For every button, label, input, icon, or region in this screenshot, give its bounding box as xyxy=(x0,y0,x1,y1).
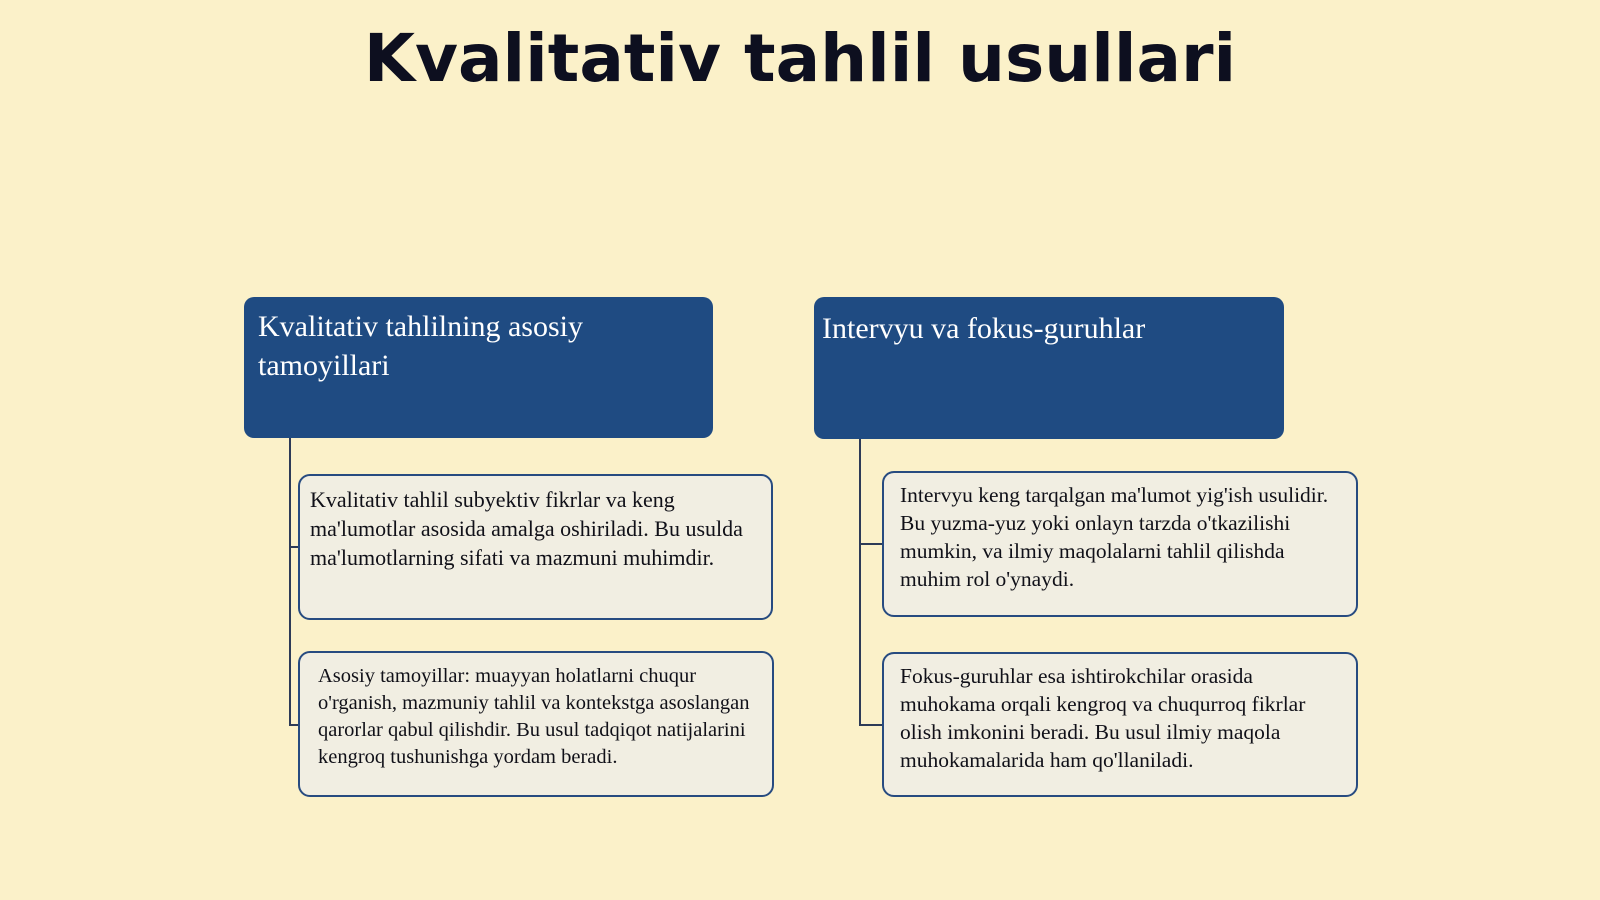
connector-line xyxy=(859,439,861,726)
connector-line xyxy=(289,438,291,726)
connector-line xyxy=(289,546,298,548)
child-box-interviews: Intervyu keng tarqalgan ma'lumot yig'ish usulidir. Bu yuzma-yuz yoki onlayn tarzda o'tkazilishi mumkin, va ilmiy maqolalarni tahlil qilishda muhim rol o'ynaydi. xyxy=(882,471,1358,617)
connector-line xyxy=(859,543,882,545)
connector-line xyxy=(289,724,298,726)
column-heading-principles: Kvalitativ tahlilning asosiy tamoyillari xyxy=(244,297,713,438)
child-box-principles-definition: Kvalitativ tahlil subyektiv fikrlar va keng ma'lumotlar asosida amalga oshiriladi. Bu usulda ma'lumotlarning sifati va mazmuni muhimdir. xyxy=(298,474,773,620)
child-box-principles-main: Asosiy tamoyillar: muayyan holatlarni chuqur o'rganish, mazmuniy tahlil va kontekstga asoslangan qarorlar qabul qilishdir. Bu usul tadqiqot natijalarini kengroq tushunishga yordam beradi. xyxy=(298,651,774,797)
connector-line xyxy=(859,724,882,726)
column-heading-interviews: Intervyu va fokus-guruhlar xyxy=(814,297,1284,439)
page-title: Kvalitativ tahlil usullari xyxy=(363,20,1237,97)
child-box-focus-groups: Fokus-guruhlar esa ishtirokchilar orasida muhokama orqali kengroq va chuqurroq fikrlar olish imkonini beradi. Bu usul ilmiy maqola muhokamalarida ham qo'llaniladi. xyxy=(882,652,1358,797)
